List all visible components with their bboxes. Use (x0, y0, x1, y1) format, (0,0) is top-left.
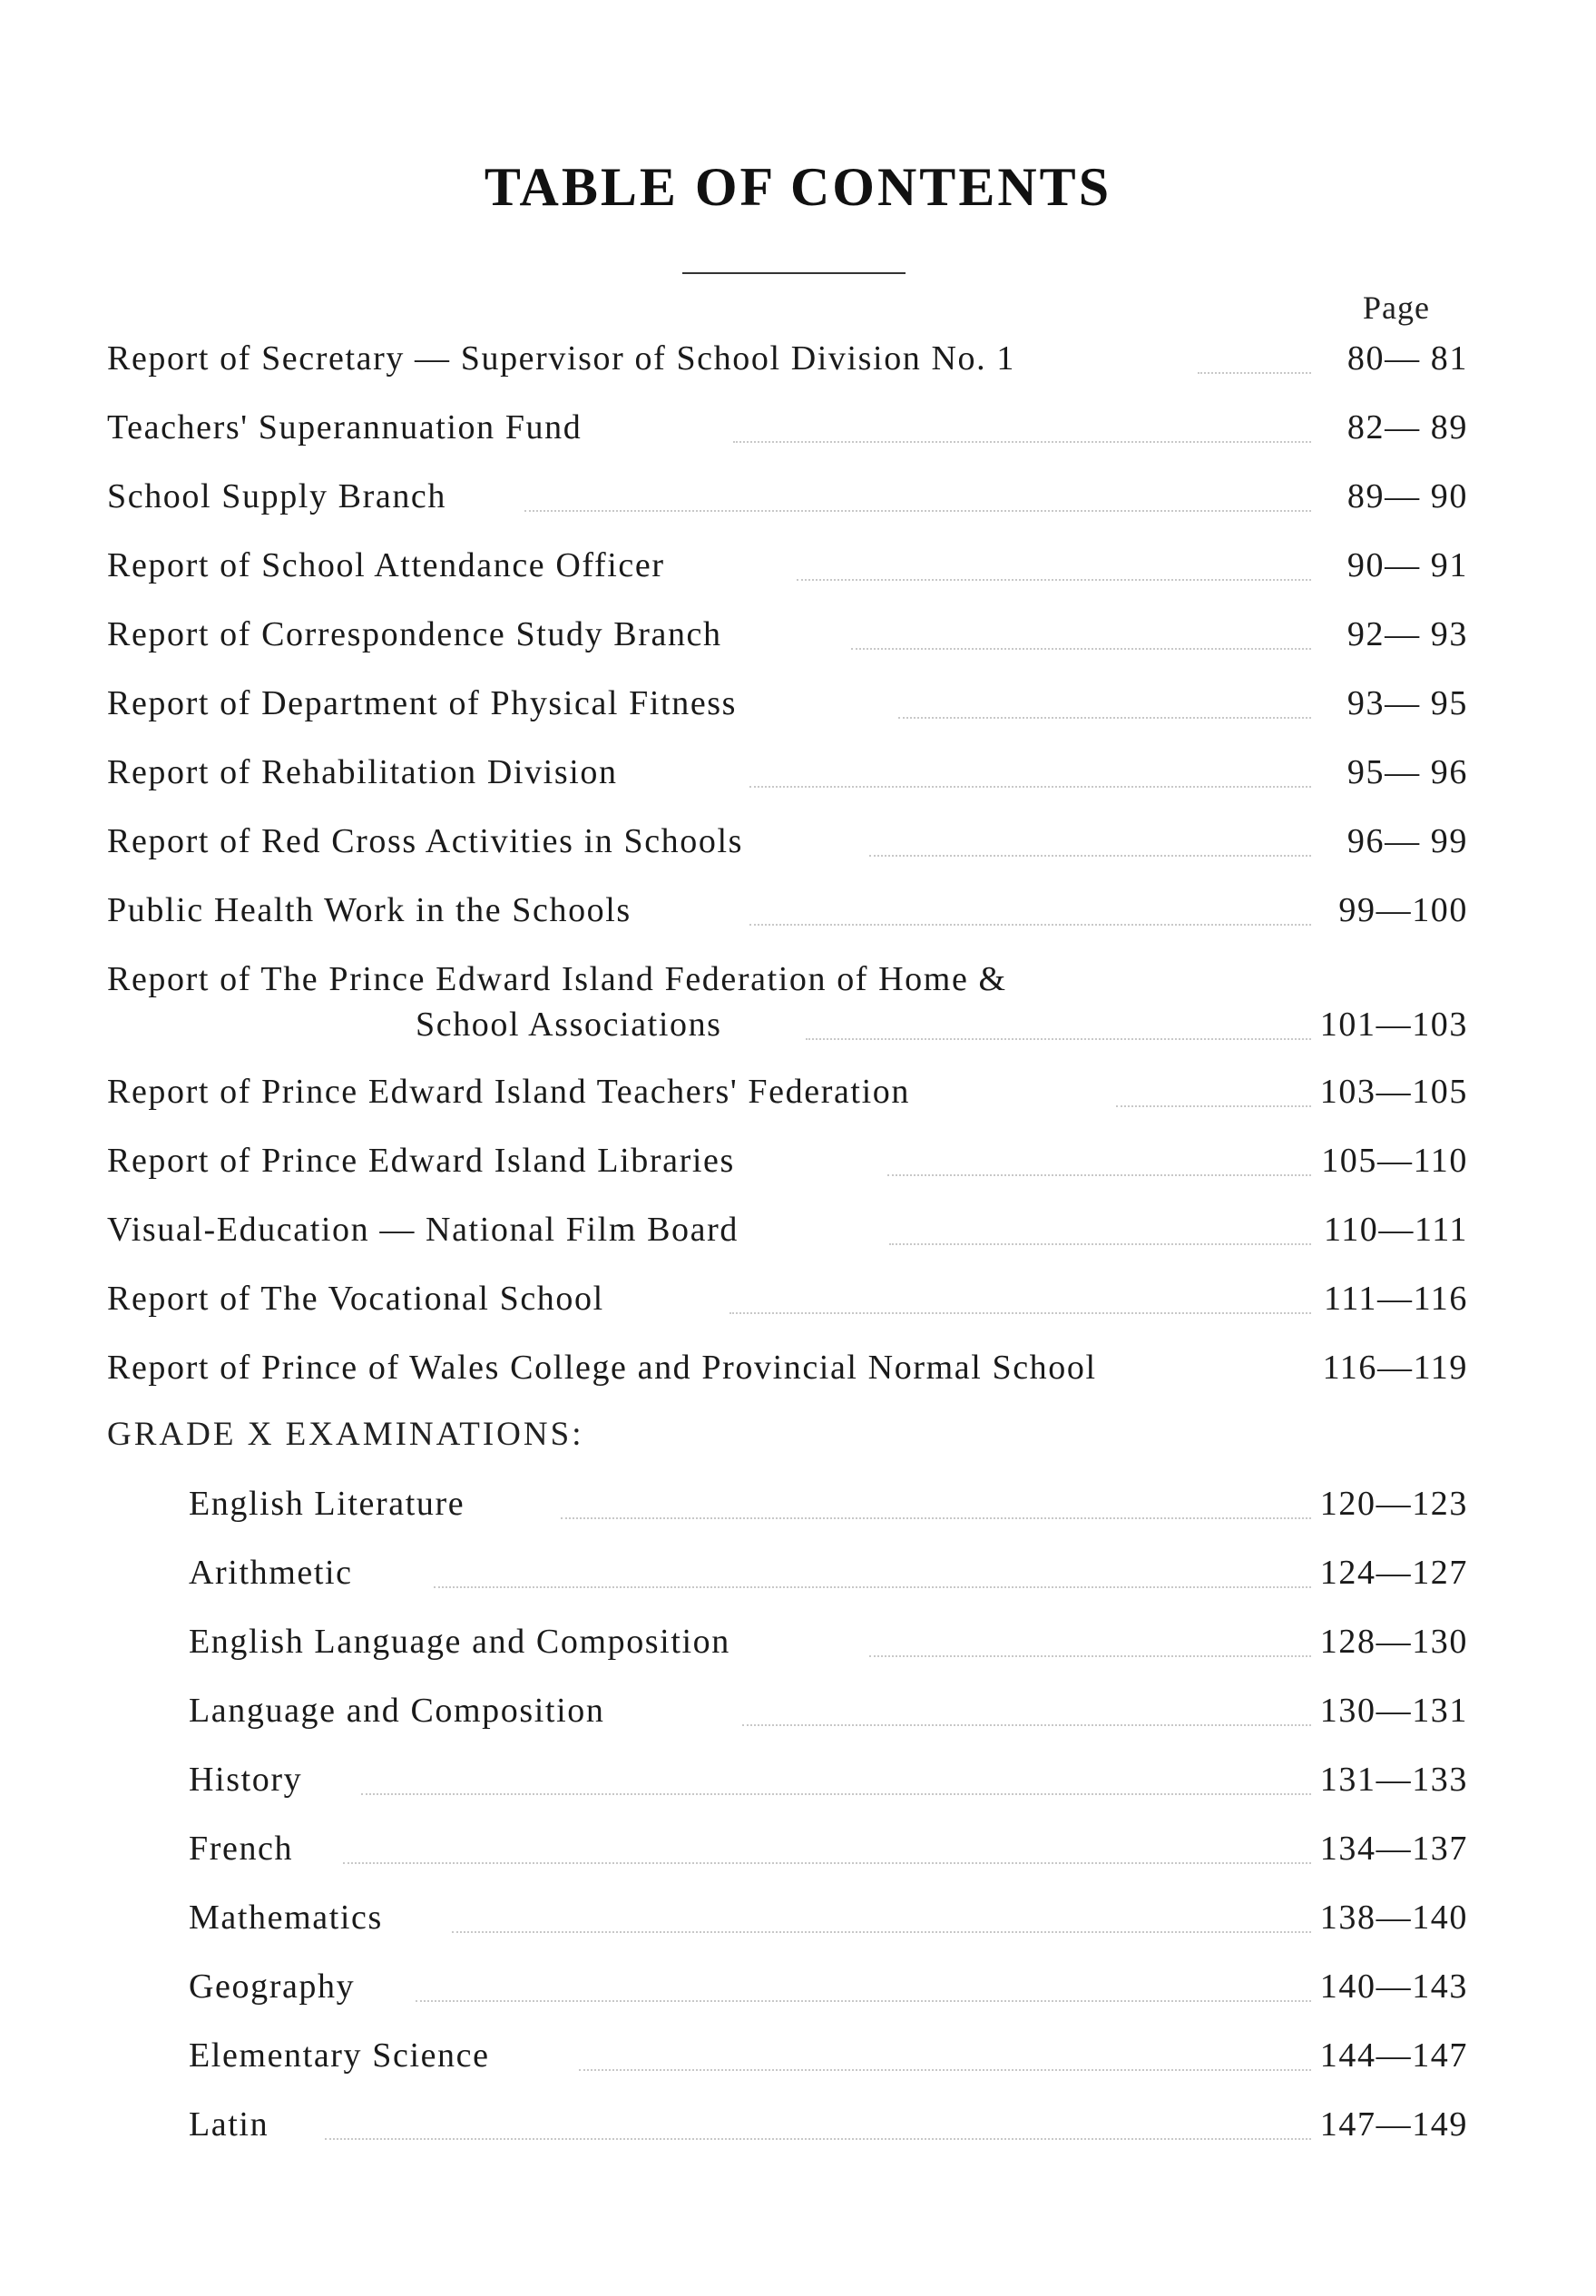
toc-entry-label: Report of School Attendance Officer (107, 546, 665, 584)
page-column-label: Page (1363, 289, 1430, 326)
toc-sub-entry (189, 1619, 1468, 1664)
toc-entry-pages: 80— 81 (1346, 339, 1468, 378)
toc-entry (107, 1138, 1468, 1183)
toc-entry-label: Mathematics (189, 1899, 383, 1937)
toc-sub-entry (189, 1688, 1468, 1733)
dot-leader (416, 2000, 1311, 2002)
page-title: TABLE OF CONTENTS (484, 157, 1112, 217)
toc-entry-label: Report of Secretary — Supervisor of School Division No. 1 (107, 339, 1015, 378)
toc-entry-pages: 131—133 (1319, 1761, 1468, 1799)
dot-leader (889, 1243, 1311, 1245)
toc-entry-pages: 134—137 (1319, 1830, 1468, 1868)
toc-entry (107, 1207, 1468, 1252)
toc-sub-entry (189, 1481, 1468, 1526)
toc-entry (107, 819, 1468, 864)
dot-leader (343, 1862, 1311, 1864)
section-heading: GRADE X EXAMINATIONS: (107, 1416, 584, 1453)
toc-entry-label: Elementary Science (189, 2036, 490, 2075)
toc-entry-pages: 101—103 (1319, 1006, 1468, 1044)
toc-entry-label: Geography (189, 1967, 356, 2006)
toc-entry-label: Report of Correspondence Study Branch (107, 615, 722, 653)
title-rule (682, 272, 906, 274)
toc-entry-label: History (189, 1761, 303, 1799)
dot-leader (742, 1724, 1311, 1726)
toc-entry-label: Report of Prince of Wales College and Provincial Normal School (107, 1349, 1097, 1387)
toc-entry-pages: 89— 90 (1346, 477, 1468, 515)
toc-entry-label: Report of Prince Edward Island Libraries (107, 1142, 735, 1180)
toc-entry (107, 888, 1468, 933)
toc-entry-label: English Literature (189, 1485, 465, 1523)
toc-entry-label: Language and Composition (189, 1692, 605, 1730)
dot-leader (797, 579, 1311, 581)
toc-entry-pages: 95— 96 (1346, 753, 1468, 791)
dot-leader (733, 441, 1311, 443)
toc-entry-label-continued: School Associations (416, 1006, 722, 1044)
toc-entry-pages: 128—130 (1319, 1623, 1468, 1661)
toc-sub-entry (189, 1550, 1468, 1595)
dot-leader (749, 786, 1311, 788)
toc-entry-pages: 105—110 (1321, 1142, 1468, 1180)
toc-entry (107, 543, 1468, 588)
toc-entry (107, 474, 1468, 519)
dot-leader (452, 1931, 1311, 1933)
dot-leader (869, 1655, 1311, 1657)
toc-entry-label: School Supply Branch (107, 477, 446, 515)
toc-entry-pages: 111—116 (1324, 1280, 1468, 1318)
dot-leader (749, 924, 1311, 926)
toc-sub-entry (189, 2102, 1468, 2147)
toc-entry-pages: 93— 95 (1346, 684, 1468, 722)
toc-sub-entry (189, 1757, 1468, 1802)
toc-sub-entry (189, 1964, 1468, 2009)
toc-entry-pages: 99—100 (1338, 891, 1468, 929)
toc-entry-label: Report of Red Cross Activities in Schools (107, 822, 744, 860)
toc-entry-pages: 90— 91 (1346, 546, 1468, 584)
toc-entry-two-line (107, 957, 1468, 1049)
dot-leader (361, 1793, 1311, 1795)
toc-entry-label: Public Health Work in the Schools (107, 891, 632, 929)
dot-leader (869, 855, 1311, 857)
toc-entry-label: Report of Prince Edward Island Teachers' Federation (107, 1073, 910, 1111)
toc-entry-pages: 116—119 (1322, 1349, 1468, 1387)
toc-sub-entry (189, 1895, 1468, 1940)
toc-entry-pages: 92— 93 (1346, 615, 1468, 653)
dot-leader (851, 648, 1311, 650)
toc-entry-label: Teachers' Superannuation Fund (107, 408, 583, 446)
dot-leader (898, 717, 1311, 719)
toc-entry-pages: 110—111 (1324, 1211, 1468, 1249)
toc-entry (107, 612, 1468, 657)
toc-entry-label: Report of The Vocational School (107, 1280, 604, 1318)
dot-leader (729, 1312, 1311, 1314)
dot-leader (806, 1038, 1311, 1040)
toc-entry (107, 336, 1468, 381)
toc-sub-entry (189, 2033, 1468, 2078)
toc-entry-pages: 103—105 (1319, 1073, 1468, 1111)
dot-leader (887, 1174, 1311, 1176)
toc-entry-pages: 147—149 (1319, 2105, 1468, 2144)
toc-entry-label: French (189, 1830, 294, 1868)
toc-entry-label: Arithmetic (189, 1554, 353, 1592)
dot-leader (434, 1586, 1311, 1588)
toc-entry-pages: 120—123 (1319, 1485, 1468, 1523)
dot-leader (1198, 372, 1311, 374)
toc-entry (107, 750, 1468, 795)
toc-entry-pages: 96— 99 (1346, 822, 1468, 860)
toc-entry-pages: 130—131 (1319, 1692, 1468, 1730)
toc-entry-pages: 124—127 (1319, 1554, 1468, 1592)
toc-entry-pages: 82— 89 (1346, 408, 1468, 446)
dot-leader (561, 1517, 1311, 1519)
dot-leader (524, 510, 1311, 512)
toc-entry-label: Report of The Prince Edward Island Federation of Home & (107, 960, 1007, 998)
toc-entry-label: Report of Department of Physical Fitness (107, 684, 738, 722)
toc-entry (107, 1345, 1468, 1390)
toc-entry-label: Latin (189, 2105, 269, 2144)
dot-leader (579, 2069, 1311, 2071)
dot-leader (325, 2138, 1311, 2140)
toc-entry (107, 405, 1468, 450)
toc-entry-label: English Language and Composition (189, 1623, 730, 1661)
toc-sub-entry (189, 1826, 1468, 1871)
toc-entry (107, 1276, 1468, 1321)
toc-entry-label: Report of Rehabilitation Division (107, 753, 618, 791)
toc-entry-label: Visual-Education — National Film Board (107, 1211, 739, 1249)
toc-entry-pages: 144—147 (1319, 2036, 1468, 2075)
toc-entry (107, 681, 1468, 726)
dot-leader (1116, 1105, 1311, 1107)
toc-entry-pages: 140—143 (1319, 1967, 1468, 2006)
toc-entry-pages: 138—140 (1319, 1899, 1468, 1937)
toc-entry (107, 1069, 1468, 1114)
